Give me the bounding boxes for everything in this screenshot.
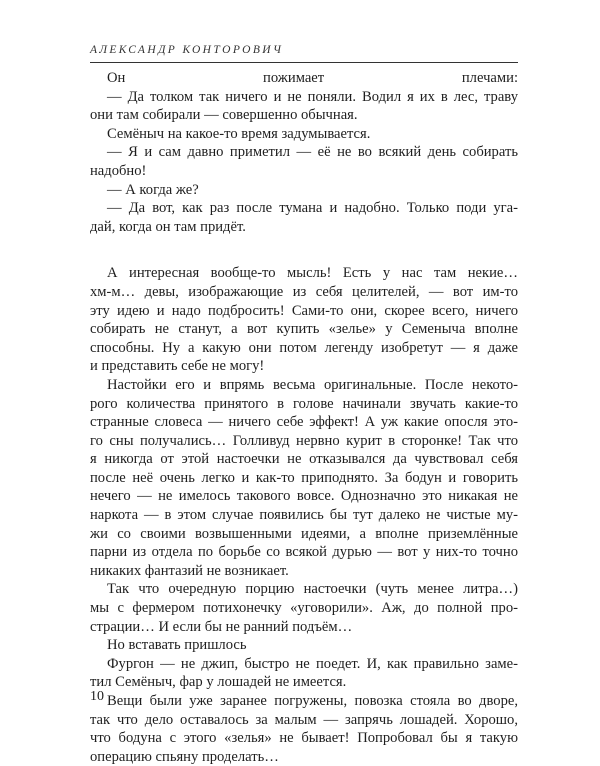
text-line: хм-м… девы, изображающие из себя целителей, — вот им-то bbox=[90, 283, 518, 300]
text-line: — Да толком так ничего и не поняли. Водил я их в лес, траву bbox=[107, 88, 518, 105]
text-line: наркота — в этом случае появились бы тут далеко не чистые му- bbox=[90, 507, 518, 524]
page-number: 10 bbox=[90, 689, 104, 704]
text-line: А интересная вообще-то мысль! Есть у нас там некие… bbox=[107, 265, 518, 282]
text-line: эту идею и надо подбросить! Сами-то они, скорее всего, ничего bbox=[90, 302, 518, 319]
text-line: и представить себе не могу! bbox=[90, 358, 265, 375]
text-line: нечего — не имелось такового вовсе. Однозначно это никакая не bbox=[90, 488, 518, 505]
text-line: Так что очередную порцию настоечки (чуть менее литра…) bbox=[107, 581, 518, 598]
text-line: мы с фермером потихонечку «уговорили». Аж, до полной про- bbox=[90, 600, 518, 617]
text-line: Но вставать пришлось bbox=[107, 637, 247, 654]
text-line: способны. Ну а какую они потом легенду изобретут — я даже bbox=[90, 339, 518, 356]
text-line: — А когда же? bbox=[107, 181, 199, 198]
text-line: операцию спьяну проделать… bbox=[90, 748, 279, 765]
text-line: после неё очень легко и как-то приподнято. За бодун и говорить bbox=[90, 469, 518, 486]
text-line: страции… И если бы не ранний подъём… bbox=[90, 618, 353, 635]
header-rule bbox=[90, 62, 518, 63]
text-line: так что дело оставалось за малым — запрячь лошадей. Хорошо, bbox=[90, 711, 518, 728]
text-line: Фургон — не джип, быстро не поедет. И, как правильно заме- bbox=[107, 655, 518, 672]
text-line: надобно! bbox=[90, 162, 147, 179]
body-text bbox=[90, 69, 518, 766]
section-break bbox=[90, 236, 518, 264]
text-line: го сны получались… Голливуд нервно курит в сторонке! Так что bbox=[90, 432, 518, 449]
text-line: Вещи были уже заранее погружены, повозка стояла во дворе, bbox=[107, 693, 518, 709]
text-line: дай, когда он там придёт. bbox=[90, 218, 246, 235]
text-line: что бодуна с этого «зелья» не бывает! Попробовал бы я такую bbox=[90, 730, 518, 747]
text-line: Настойки его и впрямь весьма оригинальные. После некото- bbox=[107, 376, 518, 393]
text-line: тил Семёныч, фар у лошадей не имеется. bbox=[90, 674, 347, 691]
text-line: — Да вот, как раз после тумана и надобно. Только поди уга- bbox=[107, 200, 518, 217]
running-head-author: АЛЕКСАНДР КОНТОРОВИЧ bbox=[90, 44, 284, 56]
text-line: — Я и сам давно приметил — её не во всякий день собирать bbox=[107, 144, 518, 161]
text-line: они там собирали — совершенно обычная. bbox=[90, 107, 358, 124]
text-line: Семёныч на какое-то время задумывается. bbox=[107, 125, 371, 142]
text-line: собирать не станут, а вот купить «зелье» у Семеныча вполне bbox=[90, 321, 518, 338]
text-line: парни из отдела по борьбе со всякой дурью — вот у них-то точно bbox=[90, 544, 518, 561]
text-line: жи со своими возвышенными идеями, а вполне приземлённые bbox=[90, 525, 518, 542]
text-line: странные словеса — ничего себе эффект! А уж какие опосля это- bbox=[90, 414, 518, 431]
text-line: рого количества принятого в голове начинали звучать какие-то bbox=[90, 395, 518, 412]
text-line: я никогда от этой настоечки не отказывался да чувствовал себя bbox=[90, 451, 518, 468]
text-line: Он пожимает плечами: bbox=[107, 70, 518, 86]
text-line: никаких фантазий не возникает. bbox=[90, 562, 289, 579]
